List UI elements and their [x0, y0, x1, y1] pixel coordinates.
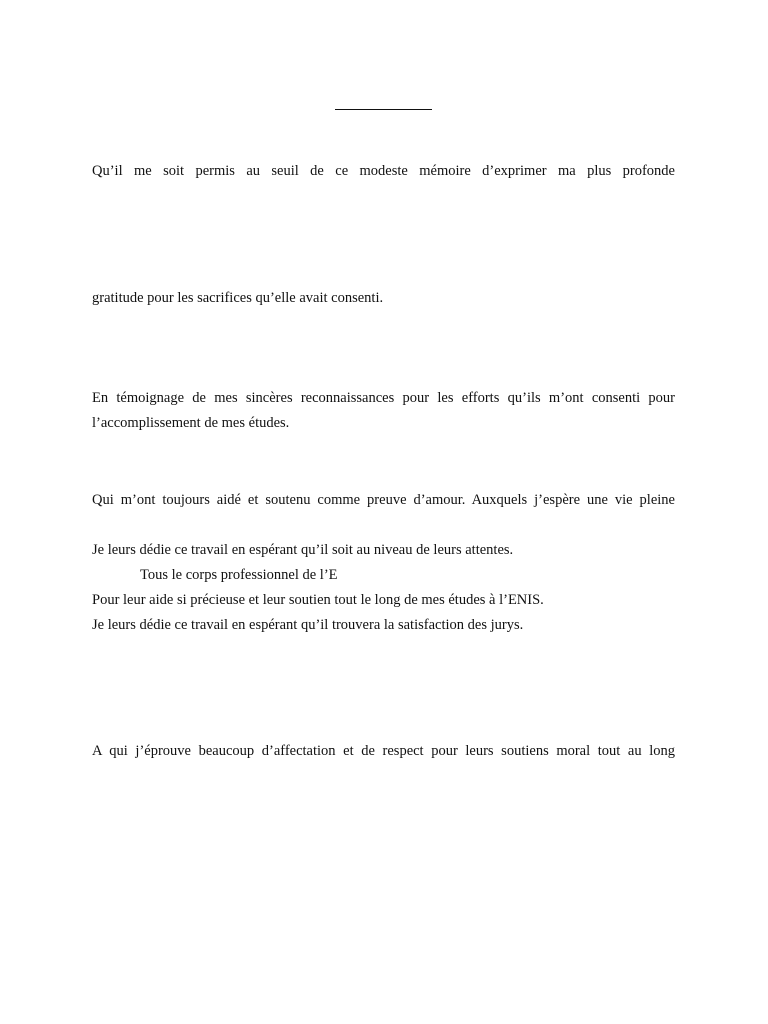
text-line: gratitude pour les sacrifices qu’elle avait consenti. — [92, 290, 384, 306]
text-line: Qui m’ont toujours aidé et soutenu comme preuve d’amour. Auxquels j’espère une vie pleine — [92, 492, 675, 508]
text-line: l’accomplissement de mes études. — [92, 415, 290, 431]
title-underline — [335, 109, 432, 110]
text-line: Je leurs dédie ce travail en espérant qu’il soit au niveau de leurs attentes. — [92, 542, 514, 558]
text-line: En témoignage de mes sincères reconnaissances pour les efforts qu’ils m’ont consenti pour — [92, 390, 675, 406]
text-line: Qu’il me soit permis au seuil de ce modeste mémoire d’exprimer ma plus profonde — [92, 163, 675, 179]
text-line: Tous le corps professionnel de l’E — [140, 567, 338, 583]
text-line: A qui j’éprouve beaucoup d’affectation et de respect pour leurs soutiens moral tout au long — [92, 743, 675, 759]
text-line: Pour leur aide si précieuse et leur soutien tout le long de mes études à l’ENIS. — [92, 592, 544, 608]
text-line: Je leurs dédie ce travail en espérant qu’il trouvera la satisfaction des jurys. — [92, 617, 524, 633]
